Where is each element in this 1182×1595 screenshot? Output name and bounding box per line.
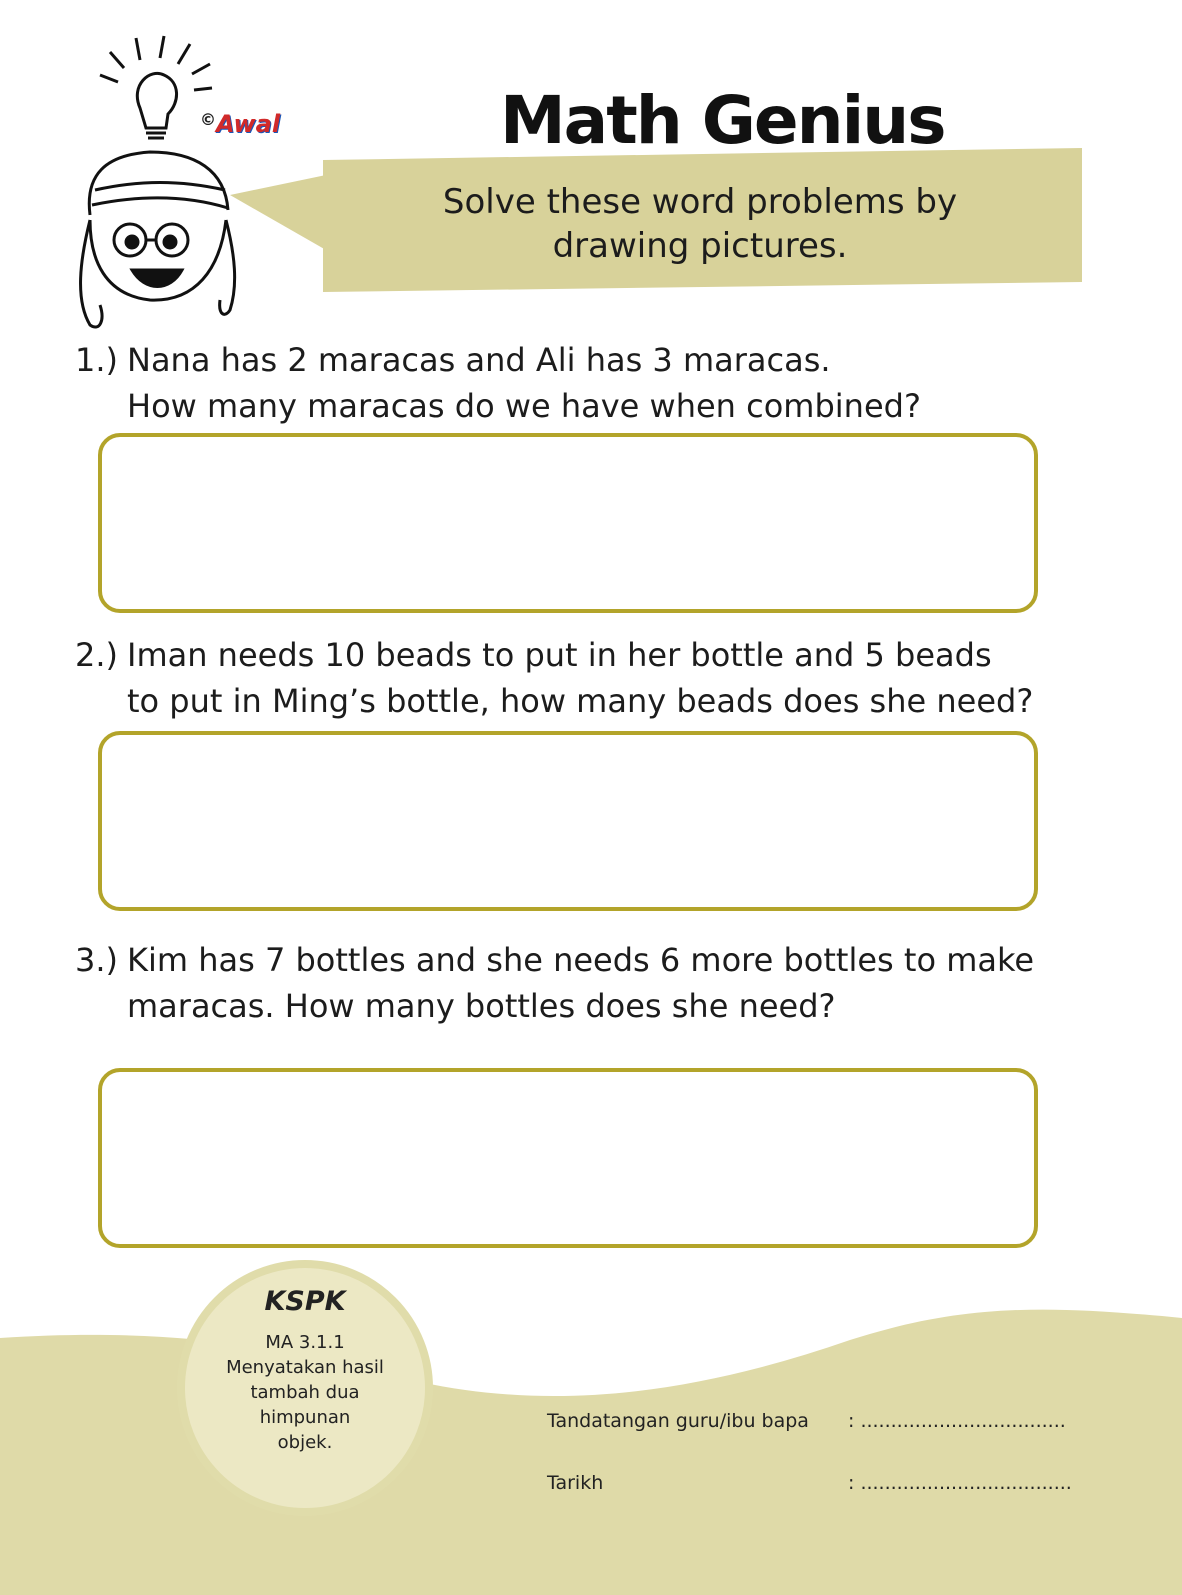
kspk-line-2: tambah dua xyxy=(250,1382,360,1403)
instruction-banner xyxy=(330,180,1070,268)
kspk-line-4: objek. xyxy=(277,1432,333,1453)
answer-box-2[interactable] xyxy=(98,731,1038,911)
question-text-line-1: Kim has 7 bottles and she needs 6 more bottles to make xyxy=(127,941,1035,979)
answer-box-3[interactable] xyxy=(98,1068,1038,1248)
mascot-illustration xyxy=(60,30,260,340)
question-2 xyxy=(75,632,1033,724)
page-title: Math Genius xyxy=(500,82,945,159)
copyright-symbol: © xyxy=(200,110,216,129)
question-text-line-2: maracas. How many bottles does she need? xyxy=(127,987,836,1025)
question-1 xyxy=(75,337,921,429)
date-label: Tarikh xyxy=(547,1472,604,1494)
signature-line[interactable]: : .................................. xyxy=(848,1410,1066,1432)
question-text-line-1: Iman needs 10 beads to put in her bottle and 5 beads xyxy=(127,636,992,674)
instruction-line-1: Solve these word problems by xyxy=(442,182,958,222)
date-line[interactable]: : ................................... xyxy=(848,1472,1072,1494)
brand-name: Awal xyxy=(216,110,281,138)
question-text-line-2: How many maracas do we have when combined? xyxy=(127,387,921,425)
brand-logo xyxy=(200,110,280,138)
question-text-line-1: Nana has 2 maracas and Ali has 3 maracas. xyxy=(127,341,831,379)
kspk-code: MA 3.1.1 xyxy=(265,1332,345,1353)
signature-label: Tandatangan guru/ibu bapa xyxy=(547,1410,809,1432)
answer-box-1[interactable] xyxy=(98,433,1038,613)
instruction-line-2: drawing pictures. xyxy=(552,226,848,266)
kspk-title: KSPK xyxy=(264,1286,346,1317)
kspk-description xyxy=(200,1330,410,1455)
question-number: 3.) xyxy=(75,941,119,979)
question-3 xyxy=(75,937,1034,1029)
question-text-line-2: to put in Ming’s bottle, how many beads does she need? xyxy=(127,682,1034,720)
question-number: 1.) xyxy=(75,341,119,379)
kspk-line-1: Menyatakan hasil xyxy=(226,1357,384,1378)
question-number: 2.) xyxy=(75,636,119,674)
kspk-line-3: himpunan xyxy=(259,1407,351,1428)
